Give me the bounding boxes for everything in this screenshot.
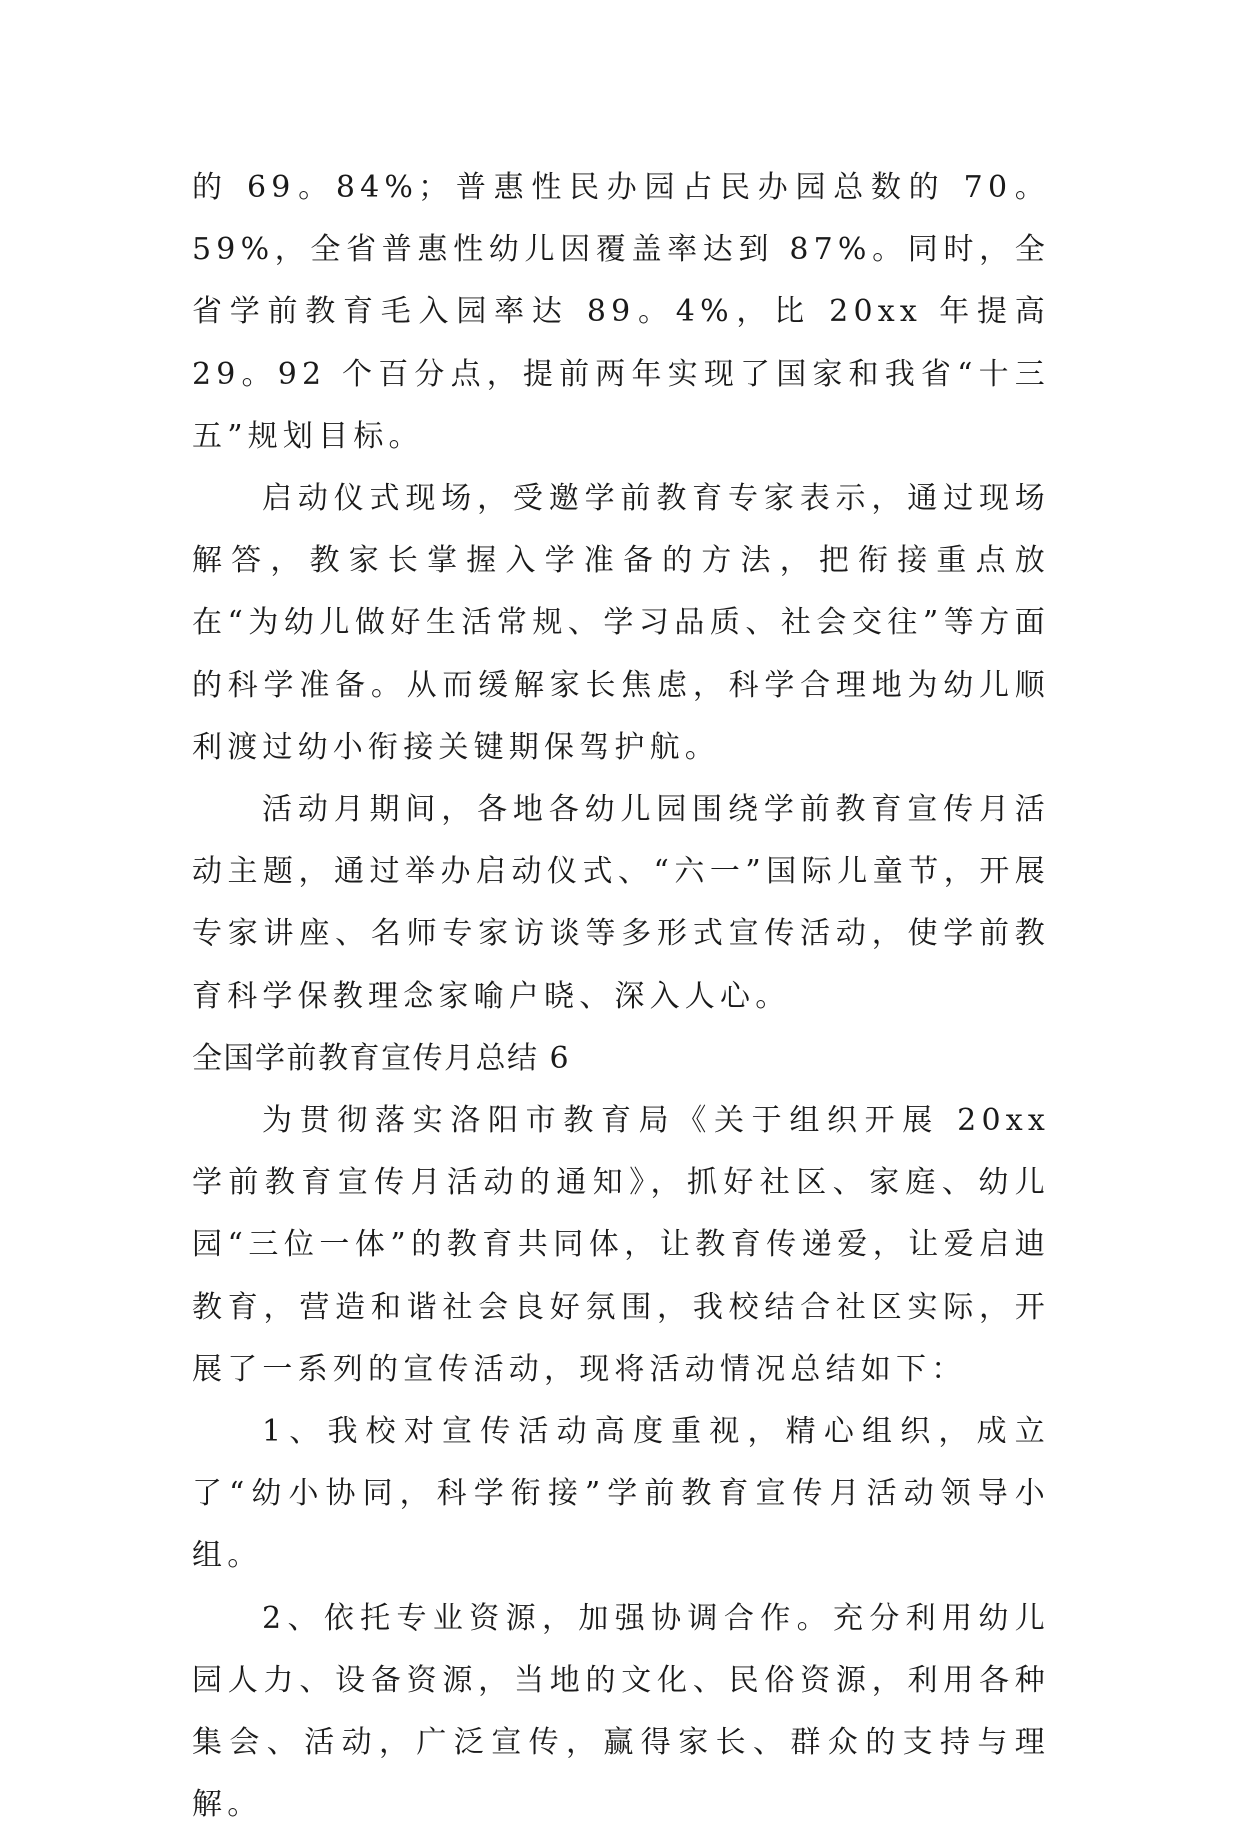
section-heading: 全国学前教育宣传月总结 6 [192, 1040, 571, 1076]
paragraph-activity-month: 活动月期间，各地各幼儿园围绕学前教育宣传月活动主题，通过举办启动仪式、“六一”国际儿童节，开展专家讲座、名师专家访谈等多形式宣传活动，使学前教育科学保教理念家喻户晓、深入人心。 [192, 792, 1050, 1014]
document-body [192, 157, 1050, 1836]
paragraph-item-2: 2、依托专业资源，加强协调合作。充分利用幼儿园人力、设备资源，当地的文化、民俗资源，利用各种集会、活动，广泛宣传，赢得家长、群众的支持与理解。 [192, 1600, 1050, 1823]
paragraph-statistics: 的 69。84%；普惠性民办园占民办园总数的 70。59%，全省普惠性幼儿因覆盖率达到 87%。同时，全省学前教育毛入园率达 89。4%，比 20xx 年提高 29。92 个百分点，提前两年实现了国家和我省“十三五”规划目标。 [192, 170, 1050, 454]
paragraph-launch-ceremony: 启动仪式现场，受邀学前教育专家表示，通过现场解答，教家长掌握入学准备的方法，把衔接重点放在“为幼儿做好生活常规、学习品质、社会交往”等方面的科学准备。从而缓解家长焦虑，科学合理地为幼儿顺利渡过幼小衔接关键期保驾护航。 [192, 481, 1050, 765]
paragraph-item-1: 1、我校对宣传活动高度重视，精心组织，成立了“幼小协同，科学衔接”学前教育宣传月活动领导小组。 [192, 1414, 1050, 1574]
paragraph-intro: 为贯彻落实洛阳市教育局《关于组织开展 20xx 学前教育宣传月活动的通知》，抓好社区、家庭、幼儿园“三位一体”的教育共同体，让教育传递爱，让爱启迪教育，营造和谐社会良好氛围，我校结合社区实际，开展了一系列的宣传活动，现将活动情况总结如下： [192, 1103, 1050, 1387]
